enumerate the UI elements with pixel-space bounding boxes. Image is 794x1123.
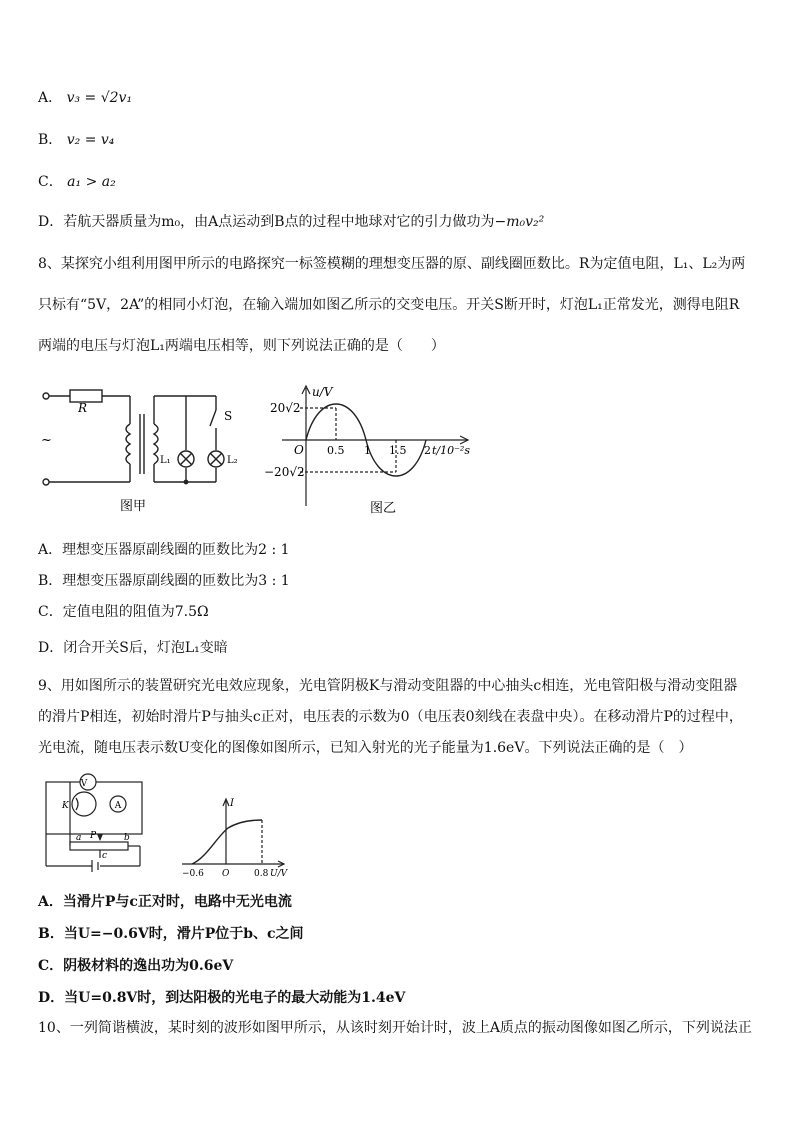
- ac-source-symbol: ~: [41, 433, 52, 448]
- q8-option-b: B．理想变压器原副线圈的匝数比为3 : 1: [38, 573, 290, 589]
- cathode-label: K: [62, 801, 69, 811]
- slider-end-a: a: [76, 833, 82, 843]
- lamp-l2-label: L₂: [227, 455, 238, 466]
- figure-a-caption: 图甲: [120, 499, 147, 514]
- y-min-label: −20√2: [264, 465, 305, 479]
- q9-option-a: A．当滑片P与c正对时，电路中无光电流: [38, 894, 292, 910]
- q7-option-d: D．若航天器质量为m₀，由A点运动到B点的过程中地球对它的引力做功为−m₀v₂²: [38, 214, 545, 230]
- q10-stem-line1: 10、一列简谐横波，某时刻的波形如图甲所示，从该时刻开始计时，波上A质点的振动图像如图乙所示，下列说法正: [38, 1020, 752, 1036]
- q9-option-d: D．当U=0.8V时，到达阳极的光电子的最大动能为1.4eV: [38, 990, 406, 1006]
- q9-stem-line2: 的滑片P相连，初始时滑片P与抽头c正对，电压表的示数为0（电压表0刻线在表盘中央）。在移动滑片P的过程中，: [38, 709, 743, 725]
- u-axis-label: U/V: [270, 869, 288, 878]
- ammeter-label: A: [114, 801, 122, 811]
- q8-figure-a-circuit: [38, 384, 238, 516]
- y-axis-label: u/V: [312, 385, 333, 399]
- i-axis-label: I: [230, 798, 234, 809]
- x-tick-0-8: 0.8: [254, 869, 269, 878]
- q9-figure-circuit: [40, 770, 152, 878]
- q9-option-b: B．当U=−0.6V时，滑片P位于b、c之间: [38, 926, 304, 942]
- tap-c-label: c: [102, 851, 108, 861]
- q9-figure-graph: [176, 794, 296, 878]
- origin-label: O: [294, 443, 304, 457]
- q8-option-a: A．理想变压器原副线圈的匝数比为2 : 1: [38, 542, 290, 558]
- q8-stem-line3: 两端的电压与灯泡L₁两端电压相等，则下列说法正确的是（ ）: [38, 338, 445, 354]
- x-tick-1-5: 1.5: [389, 444, 407, 457]
- q7-option-b: B． v₂ = v₄: [38, 132, 115, 148]
- lamp-l1-label: L₁: [160, 455, 171, 466]
- q8-stem-line2: 只标有“5V，2A”的相同小灯泡，在输入端加如图乙所示的交变电压。开关S断开时，灯泡L₁正常发光，测得电阻R: [38, 297, 740, 313]
- graph-origin-label: O: [222, 869, 230, 878]
- x-axis-label: t/10⁻²s: [432, 444, 470, 457]
- q9-stem-line3: 光电流，随电压表示数U变化的图像如图所示，已知入射光的光子能量为1.6eV。下列说法正确的是（ ）: [38, 740, 693, 756]
- x-tick-2: 2: [424, 444, 431, 457]
- x-tick-neg-0-6: −0.6: [182, 869, 204, 878]
- q8-figure-b-graph: [262, 382, 494, 520]
- q7-option-a: A． v₃ = √2v₁: [38, 90, 133, 106]
- figure-b-caption: 图乙: [370, 501, 397, 516]
- slider-end-b: b: [124, 833, 130, 843]
- q8-option-d: D．闭合开关S后，灯泡L₁变暗: [38, 640, 228, 656]
- y-max-label: 20√2: [270, 401, 301, 415]
- resistor-label: R: [78, 401, 88, 415]
- switch-label: S: [224, 409, 233, 423]
- x-tick-0-5: 0.5: [327, 444, 345, 457]
- x-tick-1: 1: [364, 444, 371, 457]
- q9-stem-line1: 9、用如图所示的装置研究光电效应现象，光电管阴极K与滑动变阻器的中心抽头c相连，光电管阳极与滑动变阻器: [38, 678, 738, 694]
- q8-stem-line1: 8、某探究小组利用图甲所示的电路探究一标签模糊的理想变压器的原、副线圈匝数比。R为定值电阻，L₁、L₂为两: [38, 256, 746, 272]
- q8-option-c: C．定值电阻的阻值为7.5Ω: [38, 604, 209, 620]
- slider-p-label: P: [90, 831, 97, 841]
- q7-option-c: C． a₁ > a₂: [38, 174, 116, 190]
- q9-option-c: C．阴极材料的逸出功为0.6eV: [38, 958, 234, 974]
- voltmeter-label: V: [80, 779, 88, 789]
